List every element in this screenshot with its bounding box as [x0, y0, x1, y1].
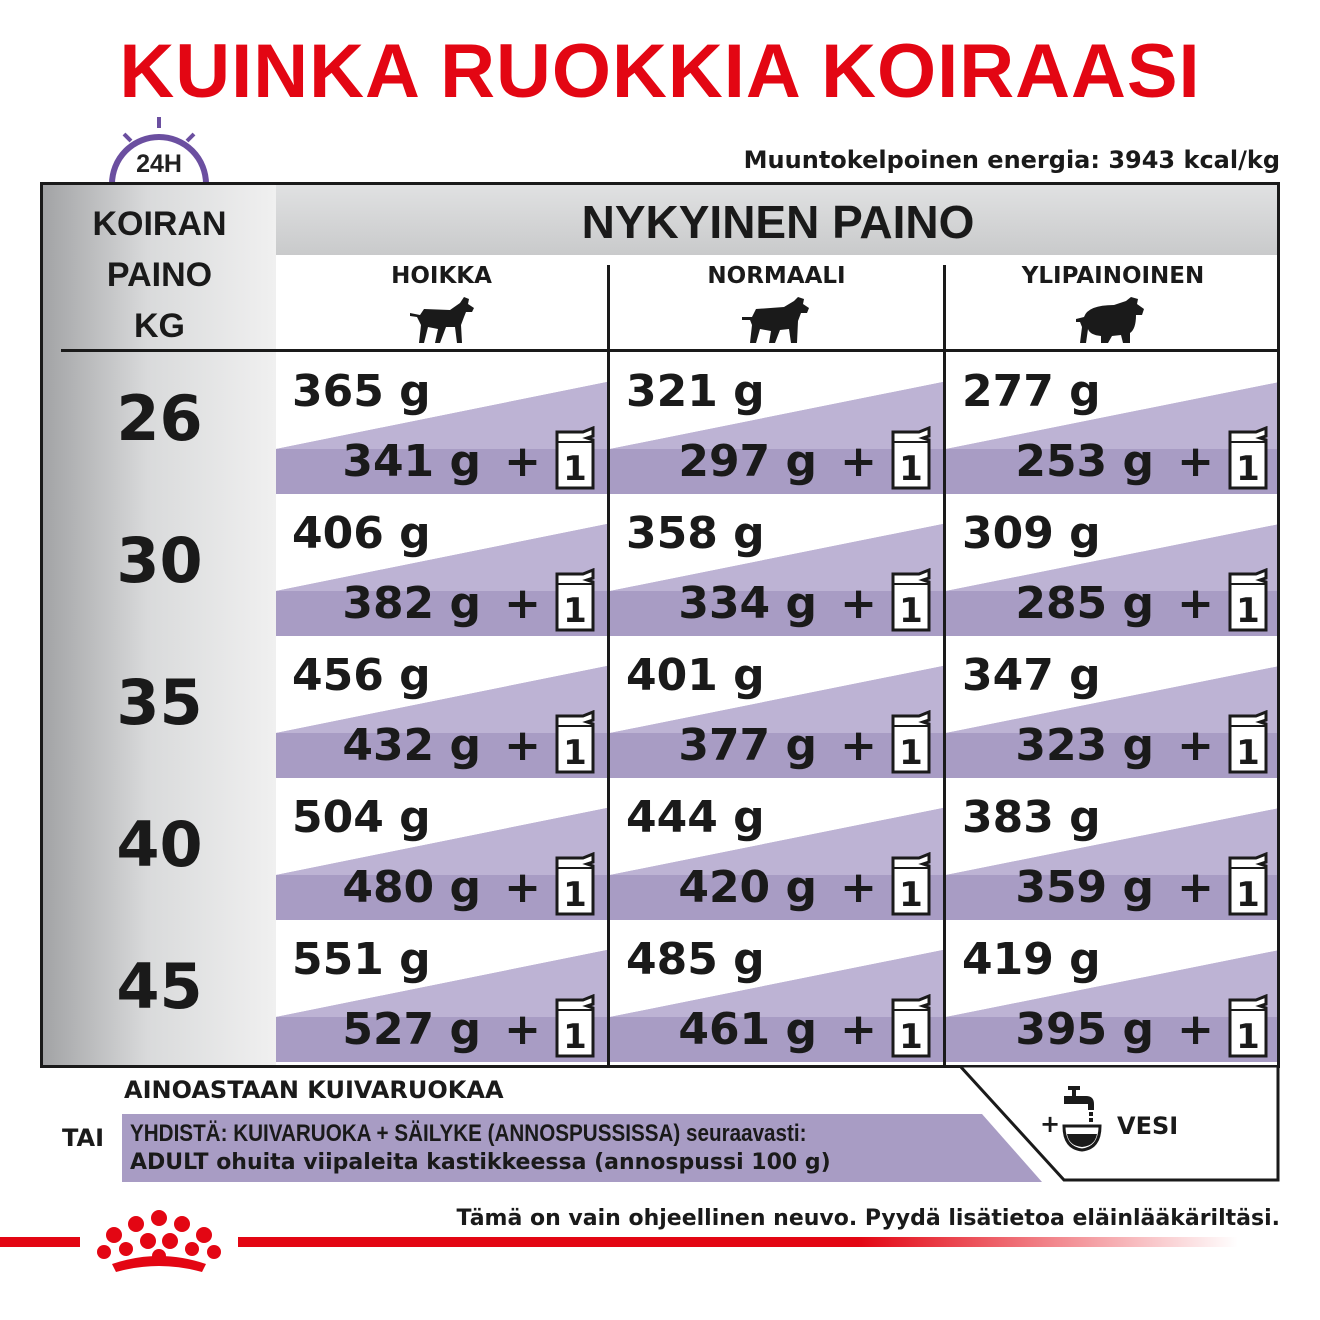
feeding-cell: [276, 352, 607, 494]
feeding-cell: [276, 494, 607, 636]
pouch-icon: [1226, 710, 1270, 774]
pouch-count: 1: [899, 591, 923, 631]
weight-header: [43, 199, 276, 352]
pouch-icon: [1226, 852, 1270, 916]
weight-value: 35: [116, 666, 203, 739]
dry-amount: 347 g: [962, 650, 1101, 701]
dry-amount: 485 g: [626, 934, 765, 985]
dry-amount: 419 g: [962, 934, 1101, 985]
column-label: YLIPAINOINEN: [1021, 263, 1205, 289]
pouch-count: 1: [563, 875, 587, 915]
page-title: KUINKA RUOKKIA KOIRAASI: [119, 29, 1201, 114]
legend-or: TAI: [62, 1124, 105, 1152]
energy-note: Muuntokelpoinen energia: 3943 kcal/kg: [743, 146, 1280, 174]
pouch-icon: [889, 994, 933, 1058]
dog-slim-icon: [406, 295, 478, 347]
plus-sign: +: [504, 1004, 541, 1055]
plus-sign: +: [1177, 436, 1214, 487]
dry-amount: 321 g: [626, 366, 765, 417]
weight-header-line: KOIRAN: [92, 205, 227, 243]
pouch-count: 1: [563, 733, 587, 773]
pouch-count: 1: [899, 449, 923, 489]
feeding-cell: [610, 352, 943, 494]
feeding-cell: [276, 636, 607, 778]
plus-sign: +: [504, 436, 541, 487]
feeding-cell: [946, 494, 1280, 636]
column-label: HOIKKA: [391, 263, 492, 289]
mixed-amount: 323 g: [1015, 720, 1154, 771]
mixed-amount: 432 g: [342, 720, 481, 771]
pouch-icon: [553, 426, 597, 490]
mixed-amount: 480 g: [342, 862, 481, 913]
pouch-count: 1: [563, 591, 587, 631]
weight-header-line: KG: [134, 307, 185, 345]
dry-amount: 401 g: [626, 650, 765, 701]
plus-sign: +: [1177, 578, 1214, 629]
legend-dry-only: AINOASTAAN KUIVARUOKAA: [124, 1076, 504, 1104]
feeding-cell: [946, 920, 1280, 1062]
water-label: VESI: [1117, 1112, 1179, 1140]
current-weight-title: NYKYINEN PAINO: [581, 196, 975, 248]
mixed-amount: 359 g: [1015, 862, 1154, 913]
legend-mix-line1: YHDISTÄ: KUIVARUOKA + SÄILYKE (ANNOSPUSSISSA) seuraavasti:: [130, 1120, 807, 1147]
plus-sign: +: [840, 578, 877, 629]
dry-amount: 456 g: [292, 650, 431, 701]
mixed-amount: 341 g: [342, 436, 481, 487]
weight-header-line: PAINO: [106, 256, 213, 294]
column-header-slim: [276, 255, 607, 349]
pouch-count: 1: [899, 1017, 923, 1057]
weight-value: 45: [116, 950, 203, 1023]
feeding-cell: [610, 778, 943, 920]
pouch-icon: [1226, 568, 1270, 632]
clock-icon: [104, 112, 214, 188]
footer-line-left: [0, 1237, 80, 1247]
pouch-icon: [889, 568, 933, 632]
mixed-amount: 461 g: [678, 1004, 817, 1055]
feeding-cell: [610, 636, 943, 778]
dog-overweight-icon: [1074, 295, 1150, 347]
legend-mix-line2: ADULT ohuita viipaleita kastikkeessa (annospussi 100 g): [130, 1150, 831, 1175]
pouch-count: 1: [1236, 449, 1260, 489]
pouch-icon: [553, 852, 597, 916]
clock-label: 24H: [136, 150, 182, 178]
pouch-icon: [1226, 426, 1270, 490]
dry-amount: 383 g: [962, 792, 1101, 843]
column-header-overweight: [946, 255, 1280, 349]
dry-amount: 444 g: [626, 792, 765, 843]
dry-amount: 358 g: [626, 508, 765, 559]
mixed-amount: 382 g: [342, 578, 481, 629]
mixed-amount: 297 g: [678, 436, 817, 487]
plus-sign: +: [840, 436, 877, 487]
pouch-count: 1: [1236, 875, 1260, 915]
feeding-cell: [946, 352, 1280, 494]
pouch-count: 1: [899, 875, 923, 915]
feeding-cell: [610, 494, 943, 636]
plus-sign: +: [840, 862, 877, 913]
plus-sign: +: [1177, 720, 1214, 771]
weight-value: 30: [116, 524, 203, 597]
footer-line-right: [238, 1237, 1238, 1247]
mixed-amount: 334 g: [678, 578, 817, 629]
weight-value: 26: [116, 382, 203, 455]
pouch-icon: [553, 568, 597, 632]
plus-sign: +: [840, 1004, 877, 1055]
plus-sign: +: [504, 862, 541, 913]
feeding-cell: [276, 778, 607, 920]
feeding-cell: [946, 636, 1280, 778]
disclaimer: Tämä on vain ohjeellinen neuvo. Pyydä lisätietoa eläinlääkäriltäsi.: [456, 1206, 1280, 1231]
pouch-count: 1: [563, 1017, 587, 1057]
mixed-amount: 527 g: [342, 1004, 481, 1055]
column-label: NORMAALI: [707, 263, 846, 289]
plus-sign: +: [840, 720, 877, 771]
pouch-count: 1: [899, 733, 923, 773]
pouch-count: 1: [1236, 591, 1260, 631]
pouch-icon: [889, 426, 933, 490]
dry-amount: 309 g: [962, 508, 1101, 559]
water-tap-icon: [1060, 1084, 1104, 1156]
dry-amount: 551 g: [292, 934, 431, 985]
crown-logo: [90, 1208, 228, 1280]
dry-amount: 365 g: [292, 366, 431, 417]
dog-normal-icon: [740, 295, 812, 347]
dry-amount: 277 g: [962, 366, 1101, 417]
pouch-icon: [889, 852, 933, 916]
mixed-amount: 420 g: [678, 862, 817, 913]
dry-amount: 504 g: [292, 792, 431, 843]
feeding-cell: [610, 920, 943, 1062]
column-header-normal: [610, 255, 943, 349]
pouch-icon: [553, 710, 597, 774]
water-plus: +: [1040, 1110, 1061, 1138]
mixed-amount: 253 g: [1015, 436, 1154, 487]
mixed-amount: 395 g: [1015, 1004, 1154, 1055]
weight-value: 40: [116, 808, 203, 881]
feeding-cell: [946, 778, 1280, 920]
pouch-icon: [553, 994, 597, 1058]
pouch-count: 1: [563, 449, 587, 489]
feeding-cell: [276, 920, 607, 1062]
pouch-count: 1: [1236, 733, 1260, 773]
plus-sign: +: [504, 578, 541, 629]
pouch-icon: [1226, 994, 1270, 1058]
feeding-table: [40, 182, 1280, 1068]
dry-amount: 406 g: [292, 508, 431, 559]
plus-sign: +: [1177, 862, 1214, 913]
mixed-amount: 377 g: [678, 720, 817, 771]
pouch-count: 1: [1236, 1017, 1260, 1057]
mixed-amount: 285 g: [1015, 578, 1154, 629]
pouch-icon: [889, 710, 933, 774]
plus-sign: +: [504, 720, 541, 771]
plus-sign: +: [1177, 1004, 1214, 1055]
